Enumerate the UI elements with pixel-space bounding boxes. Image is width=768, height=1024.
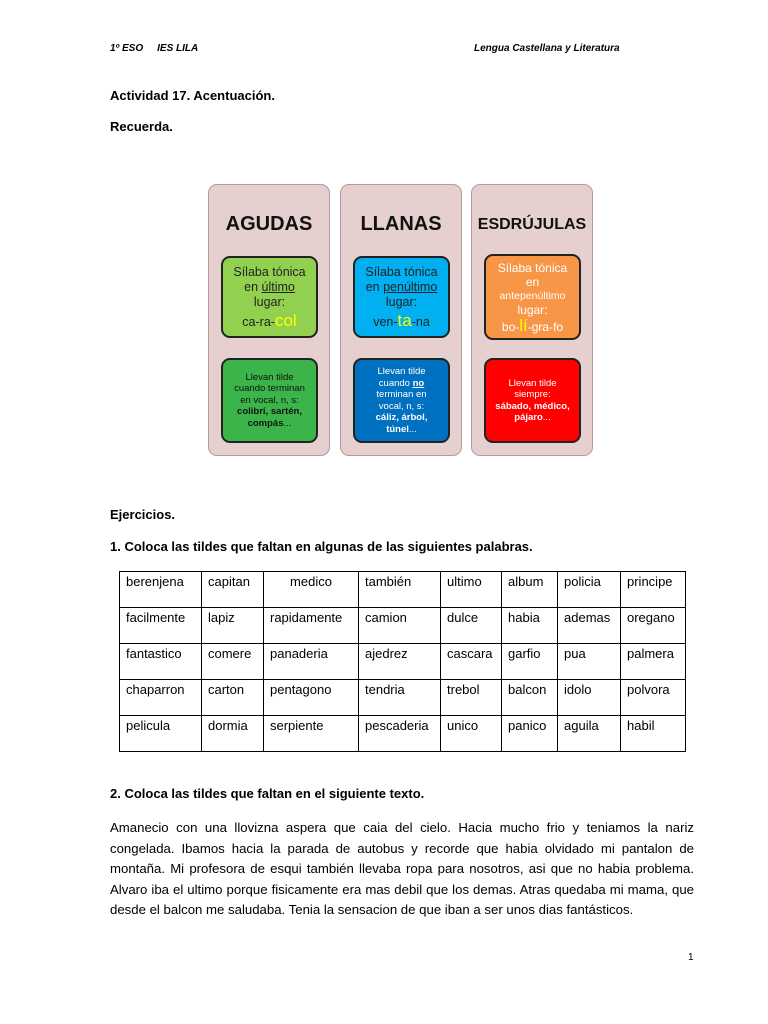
- esdrujulas-examples-a: sábado, médico,: [495, 400, 570, 412]
- table-cell: cascara: [441, 644, 502, 680]
- table-cell: ademas: [558, 608, 621, 644]
- llanas-examples-b: túnel: [386, 423, 409, 435]
- table-row: [120, 572, 686, 608]
- table-cell: berenjena: [120, 572, 202, 608]
- llanas-tilde-a: Llevan tilde: [377, 366, 426, 377]
- agudas-tilde-box: [221, 358, 318, 443]
- agudas-tilde-c: en vocal, n, s:: [240, 394, 299, 406]
- llanas-example-post: -na: [411, 314, 430, 329]
- esdrujulas-rule-d: lugar:: [517, 302, 548, 317]
- table-cell: polvora: [621, 680, 686, 716]
- agudas-examples-b: compás: [247, 417, 284, 429]
- table-cell: carton: [202, 680, 264, 716]
- table-cell: pua: [558, 644, 621, 680]
- llanas-tilde-d: vocal, n, s:: [378, 400, 425, 412]
- table-row: [120, 680, 686, 716]
- llanas-rule-b: en: [365, 279, 380, 294]
- agudas-rule-box: [221, 256, 318, 338]
- llanas-rule-box: [353, 256, 450, 338]
- table-cell: album: [502, 572, 558, 608]
- esdrujulas-example-pre: bo-: [501, 319, 520, 334]
- table-cell: capitan: [202, 572, 264, 608]
- table-cell: ultimo: [441, 572, 502, 608]
- esdrujulas-rule-c: antepenúltimo: [499, 289, 566, 302]
- table-cell: medico: [264, 572, 359, 608]
- llanas-tilde-c: terminan en: [376, 389, 427, 400]
- words-table: [119, 571, 686, 752]
- agudas-column: [208, 184, 330, 456]
- table-cell: balcon: [502, 680, 558, 716]
- agudas-tilde-b: cuando terminan: [234, 383, 305, 395]
- page-number: 1: [688, 952, 694, 963]
- table-cell: oregano: [621, 608, 686, 644]
- agudas-examples-a: colibrí, sartén,: [237, 406, 302, 418]
- esdrujulas-example-post: -gra-fo: [527, 319, 564, 334]
- table-cell: fantastico: [120, 644, 202, 680]
- table-cell: idolo: [558, 680, 621, 716]
- table-cell: camion: [359, 608, 441, 644]
- exercise2-text: Amanecio con una llovizna aspera que caia del cielo. Hacia mucho frio y teniamos la nariz congelada. Ibamos hacia la parada de autobus y recorde que habia olvidado mi pantalon de montaña. Mi profesora de esqui también llevaba ropa para nosotros, asi que no habia problema. Alvaro iba el ultimo porque fisicamente era mas debil que los demas. Atras quedaba mi mama, que desde el balcon me saludaba. Tenia la sensacion de que iban a ser unos dias fantásticos.: [110, 820, 694, 917]
- header-school: IES LILA: [157, 43, 199, 54]
- activity-title: Actividad 17. Acentuación.: [110, 88, 275, 103]
- table-cell: también: [359, 572, 441, 608]
- exercises-heading: Ejercicios.: [110, 507, 176, 522]
- table-cell: dormia: [202, 716, 264, 752]
- table-cell: lapiz: [202, 608, 264, 644]
- llanas-tilde-underlined: no: [412, 377, 425, 389]
- esdrujulas-rule-box: [484, 254, 581, 340]
- llanas-examples-a: cáliz, árbol,: [375, 412, 428, 423]
- agudas-rule-b-line: [244, 280, 295, 295]
- table-row: [120, 608, 686, 644]
- exercise1-heading: 1. Coloca las tildes que faltan en algunas de las siguientes palabras.: [110, 539, 533, 554]
- llanas-tilde-b-line: [379, 378, 424, 390]
- table-cell: unico: [441, 716, 502, 752]
- esdrujulas-column: [471, 184, 593, 456]
- table-cell: comere: [202, 644, 264, 680]
- table-cell: garfio: [502, 644, 558, 680]
- table-cell: trebol: [441, 680, 502, 716]
- table-cell: habia: [502, 608, 558, 644]
- table-cell: chaparron: [120, 680, 202, 716]
- esdrujulas-examples-b-line: [514, 412, 550, 424]
- llanas-column: [340, 184, 462, 456]
- esdrujulas-tilde-b: siempre:: [514, 389, 551, 400]
- llanas-rule-a: Sílaba tónica: [365, 264, 438, 279]
- llanas-tilde-box: [353, 358, 450, 443]
- llanas-title: LLANAS: [360, 213, 442, 235]
- llanas-ellipsis: ...: [408, 423, 417, 435]
- llanas-rule-underlined: penúltimo: [383, 279, 438, 294]
- table-cell: principe: [621, 572, 686, 608]
- agudas-rule-b: en: [244, 279, 259, 294]
- esdrujulas-rule-a: Sílaba tónica: [497, 260, 568, 275]
- llanas-rule-c: lugar:: [385, 294, 418, 309]
- agudas-examples-b-line: [248, 418, 292, 430]
- table-cell: palmera: [621, 644, 686, 680]
- agudas-example-tonic: col: [274, 310, 297, 330]
- table-cell: policia: [558, 572, 621, 608]
- esdrujulas-tilde-box: [484, 358, 581, 443]
- agudas-example: [242, 310, 297, 330]
- esdrujulas-ellipsis: ...: [542, 412, 551, 423]
- agudas-rule-c: lugar:: [253, 294, 286, 309]
- header-subject: Lengua Castellana y Literatura: [474, 43, 620, 54]
- agudas-rule-underlined: último: [261, 279, 295, 294]
- table-cell: facilmente: [120, 608, 202, 644]
- llanas-example: [373, 310, 430, 330]
- table-cell: pentagono: [264, 680, 359, 716]
- table-cell: panaderia: [264, 644, 359, 680]
- header-course-school: [110, 43, 198, 54]
- esdrujulas-title: ESDRÚJULAS: [477, 216, 587, 233]
- table-cell: pescaderia: [359, 716, 441, 752]
- table-cell: panico: [502, 716, 558, 752]
- agudas-title: AGUDAS: [225, 213, 313, 235]
- esdrujulas-example: [501, 315, 564, 335]
- llanas-examples-b-line: [386, 424, 417, 436]
- llanas-tilde-b: cuando: [378, 377, 410, 389]
- agudas-ellipsis: ...: [283, 417, 292, 429]
- header-course: 1º ESO: [110, 43, 144, 54]
- table-cell: rapidamente: [264, 608, 359, 644]
- llanas-example-pre: ven-: [373, 314, 398, 329]
- esdrujulas-rule-b: en: [525, 274, 540, 289]
- esdrujulas-tilde-a: Llevan tilde: [508, 377, 557, 389]
- table-cell: dulce: [441, 608, 502, 644]
- esdrujulas-examples-b: pájaro: [514, 412, 543, 423]
- llanas-rule-b-line: [366, 280, 438, 295]
- table-cell: tendria: [359, 680, 441, 716]
- table-row: [120, 716, 686, 752]
- agudas-example-pre: ca-ra-: [242, 314, 275, 329]
- table-cell: ajedrez: [359, 644, 441, 680]
- esdrujulas-example-tonic: lí: [519, 315, 528, 335]
- table-cell: habil: [621, 716, 686, 752]
- agudas-rule-a: Sílaba tónica: [233, 264, 306, 279]
- table-row: [120, 644, 686, 680]
- table-cell: serpiente: [264, 716, 359, 752]
- exercise2-heading: 2. Coloca las tildes que faltan en el siguiente texto.: [110, 786, 425, 801]
- table-cell: aguila: [558, 716, 621, 752]
- remember-label: Recuerda.: [110, 119, 173, 134]
- agudas-tilde-a: Llevan tilde: [245, 371, 294, 383]
- table-cell: pelicula: [120, 716, 202, 752]
- llanas-example-tonic: ta: [397, 310, 412, 330]
